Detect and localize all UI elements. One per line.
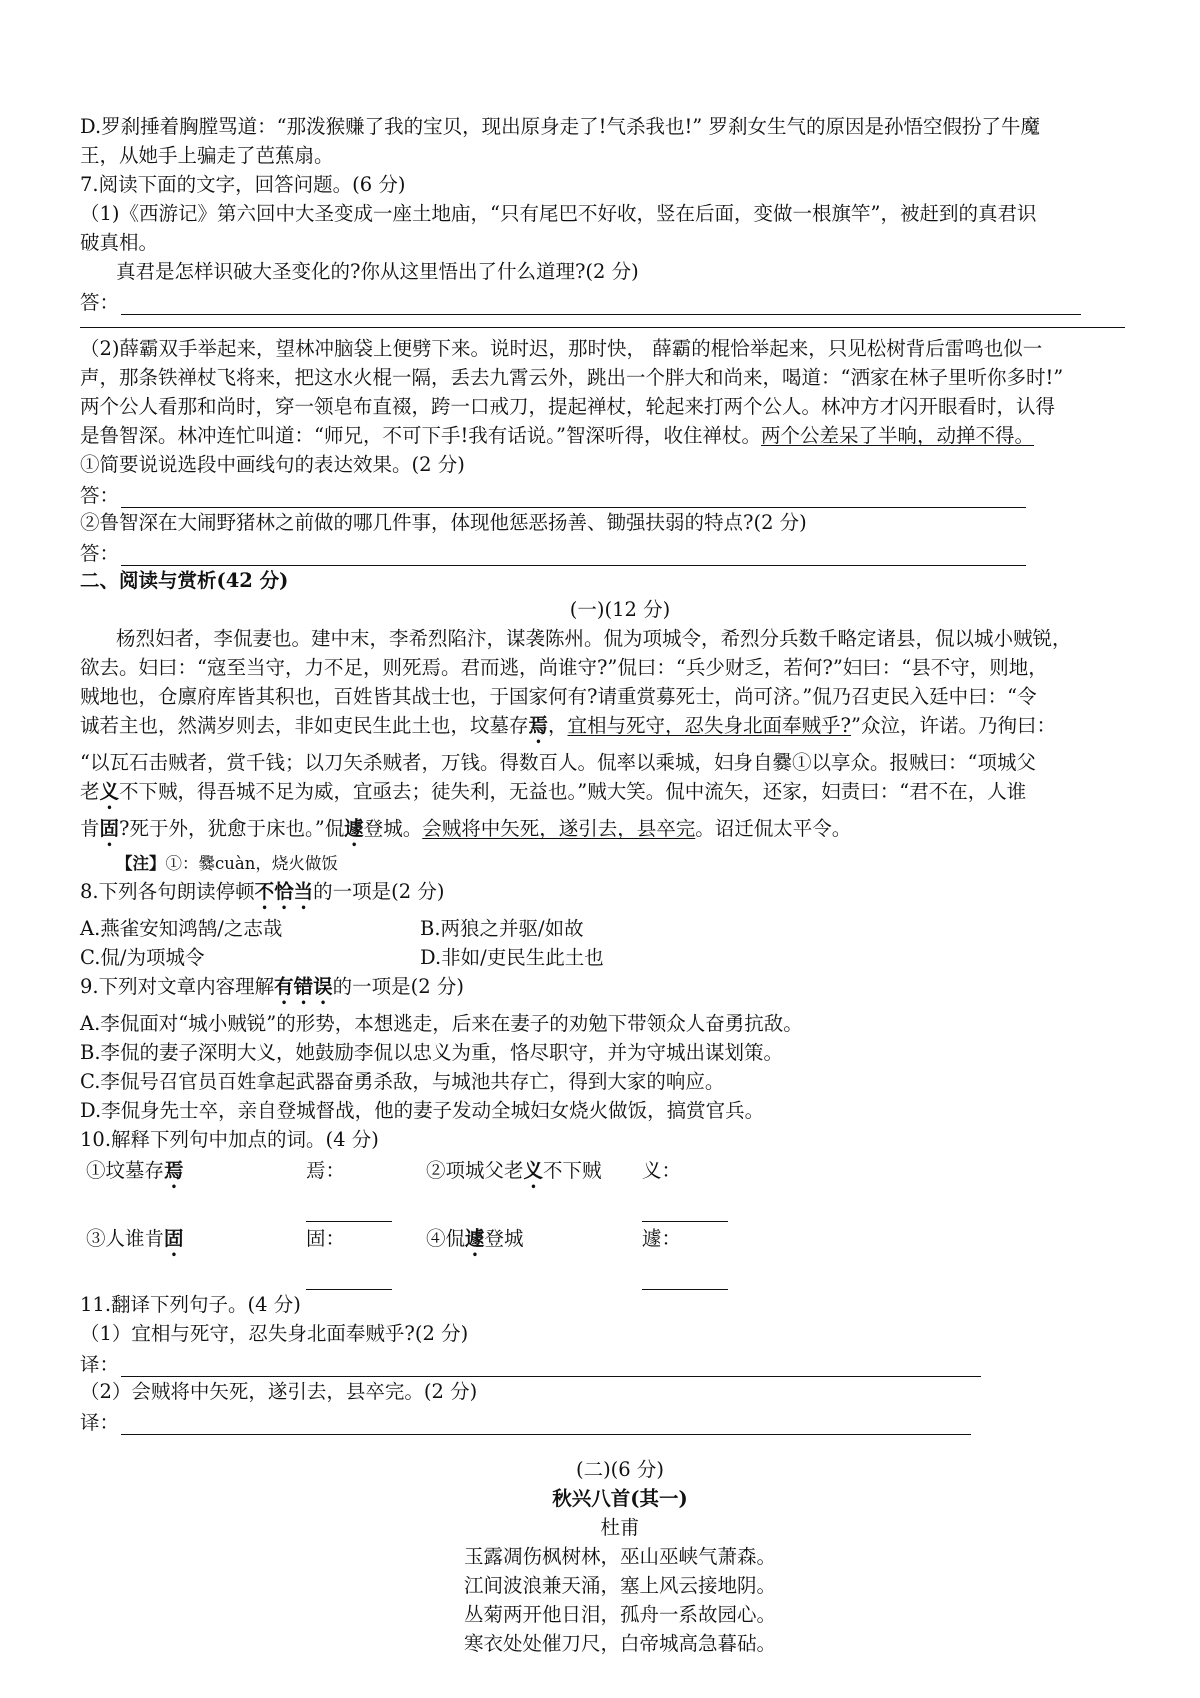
option-a[interactable]: A.李侃面对“城小贼锐”的形势，本想逃走，后来在妻子的劝勉下带领众人奋勇抗敌。 — [80, 1012, 803, 1035]
q7-sub1: ①简要说说选段中画线句的表达效果。(2 分) — [80, 453, 465, 476]
passage-text: 诚若主也，然满岁则去，非如吏民生此土也，坟墓存 — [80, 714, 529, 737]
q7-passage2 — [80, 421, 1160, 450]
translate-line[interactable] — [121, 1413, 971, 1435]
underlined-sentence: 两个公差呆了半晌，动掸不得。 — [761, 424, 1035, 447]
item-text: ④侃 — [426, 1227, 466, 1250]
item-text: ③人谁肯 — [86, 1227, 165, 1250]
q7-passage2: 声，那条铁禅杖飞将来，把这水火棍一隔，丢去九霄云外，跳出一个胖大和尚来，喝道：“洒家在林子里听你多时!” — [80, 366, 1064, 389]
answer-label: 焉： — [306, 1159, 346, 1182]
section2-title: 二、阅读与赏析(42 分) — [80, 569, 289, 592]
dotted-word: 遽 — [344, 817, 364, 840]
poem-author: 杜甫 — [600, 1516, 640, 1539]
option-b[interactable]: B.李侃的妻子深明大义，她鼓励李侃以忠义为重，恪尽职守，并为守城出谋划策。 — [80, 1041, 784, 1064]
answer-label: 答： — [80, 291, 120, 314]
option-d-line: D.罗刹捶着胸膛骂道：“那泼猴赚了我的宝贝，现出原身走了!气杀我也!” 罗刹女生气的原因是孙悟空假扮了牛魔 — [80, 115, 1040, 138]
answer-label: 义： — [642, 1159, 682, 1182]
answer-blank[interactable] — [642, 1199, 728, 1222]
q11-sentence-2: （2）会贼将中矢死，遂引去，县卒完。(2 分) — [80, 1380, 478, 1403]
note-text: ①：爨cuàn，烧火做饭 — [165, 854, 338, 873]
option-d[interactable]: D.李侃身先士卒，亲自登城督战，他的妻子发动全城妇女烧火做饭，搞赏官兵。 — [80, 1099, 765, 1122]
q9-title — [80, 972, 1160, 1009]
option-d-line: 王，从她手上骗走了芭蕉扇。 — [80, 144, 334, 167]
q10-answer-1 — [306, 1154, 426, 1222]
answer-row — [80, 537, 1160, 566]
emphasis-text: 不恰当 — [254, 880, 314, 903]
classical-passage: 贼地也，仓廪府库皆其积也，百姓皆其战士也，于国家何有?请重赏募死士，尚可济。”侃乃召吏民入廷中曰：“令 — [80, 685, 1037, 708]
dotted-word: 焉 — [528, 714, 549, 737]
q7-sub2: ②鲁智深在大闹野猪林之前做的哪几件事，体现他惩恶扬善、锄强扶弱的特点?(2 分) — [80, 511, 807, 534]
translate-row — [80, 1348, 1160, 1377]
dotted-word: 固 — [164, 1227, 184, 1250]
option-a[interactable]: A.燕雀安知鸿鹄/之志哉 — [80, 917, 283, 940]
passage-text: ”众泣，许诺。乃徇曰： — [851, 714, 1056, 737]
q10-item-3 — [80, 1222, 306, 1290]
answer-line[interactable] — [121, 486, 1026, 508]
q7-passage2: 两个公人看那和尚时，穿一领皂布直裰，跨一口戒刀，提起禅杖，轮起来打两个公人。林冲方才闪开眼看时，认得 — [80, 395, 1056, 418]
passage-text: 不下贼，得吾城不足为威，宜亟去；徒失利，无益也。”贼大笑。侃中流矢，还家，妇责曰：“君不在，人谁 — [119, 780, 1027, 803]
classical-passage: 杨烈妇者，李侃妻也。建中末，李希烈陷汴，谋袭陈州。侃为项城令，希烈分兵数千略定诸县，侃以城小贼锐， — [116, 627, 1072, 650]
q7-question1: 真君是怎样识破大圣变化的?你从这里悟出了什么道理?(2 分) — [116, 260, 639, 283]
poem-line: 江间波浪兼天涌，塞上风云接地阴。 — [463, 1574, 776, 1597]
q7-passage1: 破真相。 — [80, 231, 159, 254]
q11-sentence-1: （1）宜相与死守，忍失身北面奉贼乎?(2 分) — [80, 1322, 469, 1345]
classical-passage: 欲去。妇曰：“寇至当守，力不足，则死焉。君而逃，尚谁守?”侃曰：“兵少财乏，若何?”妇曰：“县不守，则地， — [80, 656, 1048, 679]
poem-line: 玉露凋伤枫树林，巫山巫峡气萧森。 — [463, 1545, 776, 1568]
poem — [80, 1484, 1160, 1658]
answer-row — [80, 286, 1160, 315]
q10-items — [80, 1154, 1160, 1290]
answer-label: 答： — [80, 542, 120, 565]
item-text: ②项城父老 — [426, 1159, 524, 1182]
item-text: 不下贼 — [543, 1159, 602, 1182]
translate-label: 译： — [80, 1353, 120, 1376]
classical-passage: “以瓦石击贼者，赏千钱；以刀矢杀贼者，万钱。得数百人。侃率以乘城，妇身自爨①以享众。报贼曰：“项城父 — [80, 751, 1036, 774]
q7-title: 7.阅读下面的文字，回答问题。(6 分) — [80, 173, 406, 196]
dotted-word: 义 — [99, 780, 120, 803]
q10-item-1 — [80, 1154, 306, 1222]
translate-label: 译： — [80, 1411, 120, 1434]
answer-label: 遽： — [642, 1227, 682, 1250]
classical-passage — [80, 777, 1160, 814]
q10-item-4 — [426, 1222, 642, 1290]
q8-options — [80, 914, 1160, 972]
underlined-sentence: 宜相与死守，忍失身北面奉贼乎? — [567, 714, 852, 737]
exam-page — [80, 112, 1160, 1658]
passage-text: ?死于外，犹愈于床也。”侃 — [119, 817, 345, 840]
answer-blank[interactable] — [642, 1267, 728, 1290]
answer-line[interactable] — [121, 293, 1081, 315]
q10-item-2 — [426, 1154, 642, 1222]
question-text: 9.下列对文章内容理解 — [80, 975, 275, 998]
classical-passage — [80, 711, 1160, 748]
q11-title: 11.翻译下列句子。(4 分) — [80, 1293, 301, 1316]
passage-text: 是鲁智深。林冲连忙叫道：“师兄，不可下手!我有话说。”智深听得，收住禅杖。 — [80, 424, 762, 447]
question-text: 的一项是(2 分) — [332, 975, 464, 998]
note-label: 【注】 — [116, 854, 166, 873]
q10-answer-4 — [642, 1222, 750, 1290]
q7-passage1: （1)《西游记》第六回中大圣变成一座土地庙，“只有尾巴不好收，竖在后面，变做一根旗竿”，被赶到的真君识 — [80, 202, 1037, 225]
footnote — [80, 851, 1160, 877]
dotted-word: 遽 — [465, 1227, 485, 1250]
q10-answer-3 — [306, 1222, 426, 1290]
q10-title: 10.解释下列句中加点的词。(4 分) — [80, 1128, 379, 1151]
q10-answer-2 — [642, 1154, 750, 1222]
answer-line[interactable] — [121, 544, 1026, 566]
answer-blank[interactable] — [306, 1199, 392, 1222]
dotted-word: 焉 — [164, 1159, 184, 1182]
classical-passage — [80, 814, 1160, 851]
dotted-word: 固 — [99, 817, 120, 840]
poem-title: 秋兴八首(其一) — [552, 1487, 688, 1510]
passage-text: 肯 — [80, 817, 100, 840]
q7-passage2: （2)薛霸双手举起来，望林冲脑袋上便劈下来。说时迟，那时快， 薛霸的棍恰举起来，只见松树背后雷鸣也似一 — [80, 337, 1043, 360]
poem-line: 寒衣处处催刀尺，白帝城高急暮砧。 — [463, 1632, 776, 1655]
option-d[interactable]: D.非如/吏民生此土也 — [420, 946, 604, 969]
question-text: 的一项是(2 分) — [313, 880, 445, 903]
q8-title — [80, 877, 1160, 914]
passage-text: 。诏迁侃太平令。 — [695, 817, 852, 840]
answer-row — [80, 479, 1160, 508]
dotted-word: 义 — [523, 1159, 544, 1182]
answer-line-2[interactable] — [80, 315, 1125, 328]
passage-text: 老 — [80, 780, 100, 803]
translate-line[interactable] — [121, 1355, 981, 1377]
option-b[interactable]: B.两狼之并驱/如故 — [420, 917, 584, 940]
answer-label: 固： — [306, 1227, 346, 1250]
part2-title: (二)(6 分) — [575, 1458, 665, 1481]
item-text: 登城 — [484, 1227, 524, 1250]
emphasis-text: 有错误 — [274, 975, 333, 998]
passage-text: ， — [548, 714, 568, 737]
answer-blank[interactable] — [306, 1267, 392, 1290]
item-text: ①坟墓存 — [86, 1159, 165, 1182]
underlined-sentence: 会贼将中矢死，遂引去，县卒完 — [422, 817, 696, 840]
poem-line: 丛菊两开他日泪，孤舟一系故园心。 — [463, 1603, 776, 1626]
passage-text: 登城。 — [363, 817, 423, 840]
part1-title: (一)(12 分) — [569, 598, 671, 621]
option-c[interactable]: C.侃/为项城令 — [80, 946, 205, 969]
question-text: 8.下列各句朗读停顿 — [80, 880, 255, 903]
translate-row — [80, 1406, 1160, 1435]
answer-label: 答： — [80, 484, 120, 507]
option-c[interactable]: C.李侃号召官员百姓拿起武器奋勇杀敌，与城池共存亡，得到大家的响应。 — [80, 1070, 725, 1093]
